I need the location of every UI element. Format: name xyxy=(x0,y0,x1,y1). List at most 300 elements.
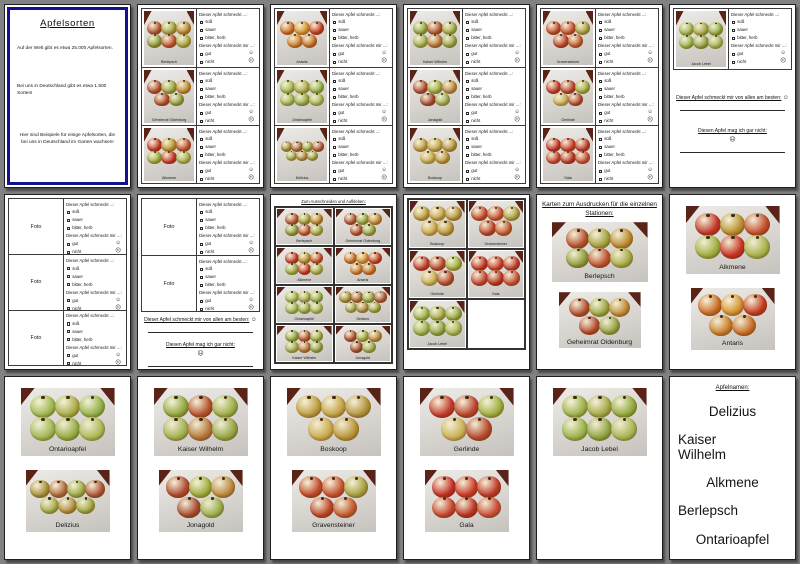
checkbox-icon xyxy=(200,120,203,123)
apples-group xyxy=(279,289,329,317)
apple-glyph xyxy=(310,291,323,303)
option-label: süß xyxy=(338,19,346,25)
checkbox-icon xyxy=(67,267,70,270)
option-label: nicht xyxy=(205,306,215,311)
apples-group xyxy=(290,391,377,445)
page-11[interactable] xyxy=(536,194,663,370)
option-label: gut xyxy=(72,353,79,358)
apples-group xyxy=(279,14,325,57)
apple-glyph xyxy=(280,80,295,94)
checkbox-icon xyxy=(732,53,735,56)
checkbox-icon xyxy=(466,120,469,123)
option-gut xyxy=(200,168,257,174)
checkbox-icon xyxy=(466,21,469,24)
option-suess xyxy=(599,136,656,142)
apple-glyph xyxy=(454,395,480,418)
checkbox-icon xyxy=(200,178,203,181)
smiley-happy-icon: ☺ xyxy=(115,296,121,303)
taste-checklist xyxy=(731,12,789,65)
option-nicht xyxy=(732,59,789,65)
apple-glyph xyxy=(147,21,162,35)
apples-group xyxy=(162,473,239,522)
apples-group xyxy=(146,131,192,173)
option-nicht xyxy=(599,118,656,124)
taste-question: Dieser Apfel schmeckt ...: xyxy=(199,201,248,207)
option-sauer xyxy=(466,144,523,150)
page-8[interactable] xyxy=(137,194,264,370)
apple-glyph xyxy=(566,248,589,269)
apple-photo xyxy=(410,251,465,297)
foto-placeholder: Foto xyxy=(9,255,64,309)
checkbox-icon xyxy=(599,80,602,83)
page-14[interactable] xyxy=(137,376,264,560)
photo-cell xyxy=(142,126,197,183)
apple-glyph xyxy=(553,93,568,107)
option-label: bitter, herb xyxy=(737,35,758,41)
apples-group xyxy=(694,291,771,340)
smiley-happy-icon: ☺ xyxy=(115,240,121,247)
apple-glyph xyxy=(587,417,613,440)
apple-glyph xyxy=(479,220,496,235)
apple-photo xyxy=(676,11,726,67)
option-bitter xyxy=(67,225,124,231)
photo-cell xyxy=(674,9,729,69)
apple-table xyxy=(540,8,659,184)
apple-glyph xyxy=(189,476,213,497)
apple-glyph xyxy=(427,34,442,48)
page-10[interactable] xyxy=(403,194,530,370)
option-label: gut xyxy=(205,51,212,57)
page-18[interactable] xyxy=(669,376,796,560)
page-12[interactable] xyxy=(669,194,796,370)
checkbox-icon xyxy=(599,138,602,141)
apple-glyph xyxy=(562,417,588,440)
like-question: Dieser Apfel schmeckt mir ...: xyxy=(465,43,521,49)
option-suess xyxy=(333,78,390,84)
option-label: sauer xyxy=(338,144,349,150)
checklist xyxy=(731,12,789,65)
option-nicht xyxy=(200,306,257,311)
photo-caption: Ontarioapfel xyxy=(294,317,315,322)
apple-name: Ontarioapfel xyxy=(695,531,770,547)
photo-caption: Gala xyxy=(459,522,474,530)
option-sauer xyxy=(333,27,390,33)
checklist xyxy=(332,12,390,65)
checkbox-icon xyxy=(599,21,602,24)
apple-glyph xyxy=(30,480,49,497)
page-9[interactable] xyxy=(270,194,397,370)
apple-photo xyxy=(277,209,332,244)
checkbox-icon xyxy=(200,284,203,287)
option-label: nicht xyxy=(338,59,348,65)
table-row xyxy=(541,125,658,183)
checkbox-icon xyxy=(599,88,602,91)
apple-glyph xyxy=(568,34,583,48)
apple-glyph xyxy=(147,138,162,152)
like-question: Dieser Apfel schmeckt mir ...: xyxy=(731,43,787,49)
checkbox-icon xyxy=(466,154,469,157)
option-gut xyxy=(67,353,124,359)
apple-glyph xyxy=(744,213,770,236)
apple-photo xyxy=(277,287,332,322)
apple-photo xyxy=(154,388,248,456)
apple-glyph xyxy=(310,213,323,225)
apple-glyph xyxy=(339,291,352,302)
apple-photo xyxy=(277,70,327,123)
option-label: sauer xyxy=(604,144,615,150)
apple-photo xyxy=(336,326,391,361)
apple-photo xyxy=(277,326,332,361)
apple-glyph xyxy=(427,80,442,94)
smiley-happy-icon: ☺ xyxy=(514,167,520,174)
option-gut xyxy=(732,51,789,57)
taste-checklist xyxy=(332,12,390,65)
option-label: bitter, herb xyxy=(72,337,93,343)
apple-glyph xyxy=(285,302,298,314)
option-label: bitter, herb xyxy=(205,35,226,41)
checkbox-icon xyxy=(200,227,203,230)
grid-cell xyxy=(275,324,334,363)
option-bitter xyxy=(333,94,390,100)
apple-glyph xyxy=(188,417,214,440)
checkbox-icon xyxy=(200,300,203,303)
apple-photo xyxy=(543,11,593,65)
apple-glyph xyxy=(356,213,369,225)
apple-glyph xyxy=(356,330,369,342)
option-label: gut xyxy=(205,298,212,304)
apple-glyph xyxy=(695,235,721,258)
apple-glyph xyxy=(743,294,767,315)
apple-glyph xyxy=(413,34,428,48)
option-label: sauer xyxy=(604,27,615,33)
option-label: bitter, herb xyxy=(338,94,359,100)
option-label: sauer xyxy=(737,27,748,33)
page-16[interactable] xyxy=(403,376,530,560)
checklist-cell xyxy=(197,9,259,67)
checkbox-icon xyxy=(200,29,203,32)
option-suess xyxy=(599,78,656,84)
photo-grid xyxy=(407,198,526,350)
apple-table xyxy=(407,8,526,184)
smiley-sad-icon: ☹ xyxy=(248,58,254,65)
option-label: süß xyxy=(604,136,612,142)
checkbox-icon xyxy=(599,53,602,56)
apple-glyph xyxy=(294,80,309,94)
best-apple-statement xyxy=(673,94,792,103)
foto-table xyxy=(141,198,260,312)
option-bitter xyxy=(599,94,656,100)
page-3[interactable] xyxy=(270,4,397,188)
apples-group xyxy=(545,73,591,115)
apple-glyph xyxy=(720,235,746,258)
grid-cell xyxy=(467,249,526,299)
option-label: bitter, herb xyxy=(604,152,625,158)
apple-glyph xyxy=(350,341,363,353)
apple-glyph xyxy=(429,256,446,271)
taste-checklist xyxy=(199,12,257,65)
apple-photo xyxy=(543,70,593,123)
foto-placeholder: Foto xyxy=(9,199,64,254)
photo-caption: Delizius xyxy=(356,317,370,322)
apple-glyph xyxy=(308,417,334,440)
smiley-happy-icon: ☺ xyxy=(381,167,387,174)
checkbox-icon xyxy=(466,61,469,64)
option-label: süß xyxy=(471,78,479,84)
checklist xyxy=(199,71,257,124)
apple-glyph xyxy=(362,291,375,302)
option-bitter xyxy=(200,282,257,288)
apple-glyph xyxy=(429,206,446,221)
grid-cell xyxy=(275,285,334,324)
option-bitter xyxy=(333,152,390,158)
grid-cell xyxy=(275,246,334,285)
smiley-sad-icon: ☹ xyxy=(514,175,520,182)
apple-glyph xyxy=(287,34,302,48)
apple-glyph xyxy=(211,476,235,497)
apples-group xyxy=(338,211,388,239)
option-label: gut xyxy=(604,110,611,116)
taste-question: Dieser Apfel schmeckt ...: xyxy=(332,70,381,76)
checkbox-icon xyxy=(67,338,70,341)
taste-question: Dieser Apfel schmeckt ...: xyxy=(598,70,647,76)
option-suess xyxy=(200,209,257,215)
option-sauer xyxy=(599,86,656,92)
apple-glyph xyxy=(693,22,708,36)
apple-glyph xyxy=(575,138,590,152)
option-label: nicht xyxy=(471,176,481,182)
apple-glyph xyxy=(442,21,457,35)
apple-glyph xyxy=(709,315,733,336)
apple-glyph xyxy=(413,138,428,152)
apple-photo xyxy=(559,292,641,348)
option-label: nicht xyxy=(205,118,215,124)
checkbox-icon xyxy=(732,37,735,40)
option-sauer xyxy=(200,217,257,223)
option-label: nicht xyxy=(604,59,614,65)
apple-glyph xyxy=(721,294,745,315)
apple-glyph xyxy=(478,395,504,418)
photo-caption: Alkmene xyxy=(719,264,746,272)
photo-grid xyxy=(274,206,393,364)
option-nicht xyxy=(200,176,257,182)
taste-question: Dieser Apfel schmeckt ...: xyxy=(66,313,115,319)
checkbox-icon xyxy=(200,112,203,115)
checklist-cell xyxy=(596,126,658,183)
apple-glyph xyxy=(698,294,722,315)
checklist xyxy=(332,71,390,124)
checkbox-icon xyxy=(67,243,70,246)
smiley-happy-icon: ☺ xyxy=(248,109,254,116)
apple-glyph xyxy=(307,151,319,161)
checkbox-icon xyxy=(200,37,203,40)
checkbox-icon xyxy=(333,112,336,115)
option-suess xyxy=(732,19,789,25)
apple-glyph xyxy=(298,263,311,275)
apples-group xyxy=(29,473,106,522)
smiley-sad-icon: ☹ xyxy=(647,58,653,65)
apple-glyph xyxy=(429,306,446,321)
apple-glyph xyxy=(163,395,189,418)
option-nicht xyxy=(466,59,523,65)
checkbox-icon xyxy=(466,29,469,32)
option-suess xyxy=(200,78,257,84)
apple-photo xyxy=(469,201,524,247)
like-question: Dieser Apfel schmeckt mir ...: xyxy=(66,289,122,295)
smiley-happy-icon: ☺ xyxy=(647,167,653,174)
option-label: süß xyxy=(471,136,479,142)
apple-glyph xyxy=(566,228,589,249)
checklist-cell xyxy=(64,255,126,309)
option-label: nicht xyxy=(604,118,614,124)
checkbox-icon xyxy=(333,29,336,32)
checkbox-icon xyxy=(466,138,469,141)
apple-glyph xyxy=(188,395,214,418)
option-label: süß xyxy=(338,136,346,142)
taste-checklist xyxy=(199,259,257,312)
apple-glyph xyxy=(599,316,620,335)
apple-glyph xyxy=(432,497,456,518)
option-label: bitter, herb xyxy=(205,94,226,100)
page-17[interactable] xyxy=(536,376,663,560)
apples-group xyxy=(412,14,458,57)
statement-text: Dieser Apfel schmeckt mir von allen am besten: xyxy=(144,317,250,323)
photo-cell xyxy=(142,9,197,67)
apple-photo xyxy=(336,287,391,322)
apple-glyph xyxy=(58,497,77,514)
apple-glyph xyxy=(350,263,363,275)
option-label: gut xyxy=(604,51,611,57)
option-label: nicht xyxy=(205,176,215,182)
table-row xyxy=(275,125,392,183)
checkbox-icon xyxy=(67,322,70,325)
page-4[interactable] xyxy=(403,4,530,188)
option-label: gut xyxy=(471,51,478,57)
apple-glyph xyxy=(40,497,59,514)
like-question: Dieser Apfel schmeckt mir ...: xyxy=(199,233,255,239)
checkbox-icon xyxy=(200,53,203,56)
apple-photo xyxy=(336,248,391,283)
option-label: sauer xyxy=(471,86,482,92)
option-nicht xyxy=(333,118,390,124)
smiley-happy-icon: ☺ xyxy=(248,240,254,247)
apple-glyph xyxy=(445,206,462,221)
checkbox-icon xyxy=(732,21,735,24)
option-label: gut xyxy=(338,51,345,57)
option-nicht xyxy=(466,176,523,182)
page-7[interactable] xyxy=(4,194,131,370)
page-5[interactable] xyxy=(536,4,663,188)
option-label: bitter, herb xyxy=(72,225,93,231)
apples-group xyxy=(545,14,591,57)
grid-cell-empty xyxy=(467,299,526,349)
apple-photo xyxy=(159,470,243,532)
apple-glyph xyxy=(413,320,430,335)
apples-group xyxy=(412,131,458,173)
apple-photo xyxy=(336,209,391,244)
photo-caption: Antaris xyxy=(357,278,369,283)
option-sauer xyxy=(200,144,257,150)
apple-glyph xyxy=(147,34,162,48)
apple-glyph xyxy=(368,252,381,264)
photo-caption: Kaiser Wilhelm xyxy=(177,446,224,454)
apple-glyph xyxy=(560,151,575,165)
apple-glyph xyxy=(487,270,504,285)
apple-glyph xyxy=(427,21,442,35)
option-nicht xyxy=(67,361,124,365)
taste-checklist xyxy=(465,129,523,182)
apple-glyph xyxy=(562,395,588,418)
taste-checklist xyxy=(199,71,257,124)
photo-caption: Kaiser Wilhelm xyxy=(292,356,317,361)
page-6[interactable] xyxy=(669,4,796,188)
page-2[interactable] xyxy=(137,4,264,188)
smiley-sad-icon: ☹ xyxy=(248,248,254,255)
checkbox-icon xyxy=(466,96,469,99)
apple-glyph xyxy=(212,417,238,440)
apple-glyph xyxy=(503,256,520,271)
like-question: Dieser Apfel schmeckt mir ...: xyxy=(332,160,388,166)
apple-photo xyxy=(144,128,194,181)
checkbox-icon xyxy=(599,178,602,181)
apple-glyph xyxy=(560,138,575,152)
table-row xyxy=(142,67,259,125)
checklist-cell xyxy=(197,68,259,125)
option-label: süß xyxy=(338,78,346,84)
page-13[interactable] xyxy=(4,376,131,560)
page-1[interactable] xyxy=(4,4,131,188)
option-label: nicht xyxy=(72,249,82,255)
checklist xyxy=(199,202,257,255)
apple-glyph xyxy=(309,93,324,107)
like-question: Dieser Apfel schmeckt mir ...: xyxy=(199,43,255,49)
option-nicht xyxy=(466,118,523,124)
checkbox-icon xyxy=(466,170,469,173)
write-in-line xyxy=(680,110,785,111)
apple-glyph xyxy=(176,80,191,94)
like-question: Dieser Apfel schmeckt mir ...: xyxy=(598,160,654,166)
taste-checklist xyxy=(465,12,523,65)
checklist-cell xyxy=(596,9,658,67)
photo-caption: Ontarioapfel xyxy=(48,446,87,454)
apple-glyph xyxy=(176,138,191,152)
option-label: sauer xyxy=(72,217,83,223)
apple-glyph xyxy=(310,341,323,353)
apples-group xyxy=(545,131,591,173)
apple-glyph xyxy=(553,34,568,48)
photo-cell xyxy=(275,68,330,125)
apples-group xyxy=(279,73,325,115)
photo-cell xyxy=(408,68,463,125)
apple-glyph xyxy=(445,306,462,321)
option-label: gut xyxy=(338,110,345,116)
apple-glyph xyxy=(280,93,295,107)
apple-glyph xyxy=(345,395,371,418)
like-question: Dieser Apfel schmeckt mir ...: xyxy=(465,160,521,166)
apple-glyph xyxy=(546,138,561,152)
apple-glyph xyxy=(161,151,176,165)
page-15[interactable] xyxy=(270,376,397,560)
smiley-happy-icon: ☺ xyxy=(780,50,786,57)
apple-glyph xyxy=(427,138,442,152)
smiley-sad-icon: ☹ xyxy=(514,58,520,65)
like-question: Dieser Apfel schmeckt mir ...: xyxy=(465,102,521,108)
option-label: sauer xyxy=(471,27,482,33)
worst-apple-statement xyxy=(141,342,260,359)
option-gut xyxy=(599,51,656,57)
checklist-cell xyxy=(197,126,259,183)
checkbox-icon xyxy=(333,80,336,83)
option-label: bitter, herb xyxy=(205,152,226,158)
